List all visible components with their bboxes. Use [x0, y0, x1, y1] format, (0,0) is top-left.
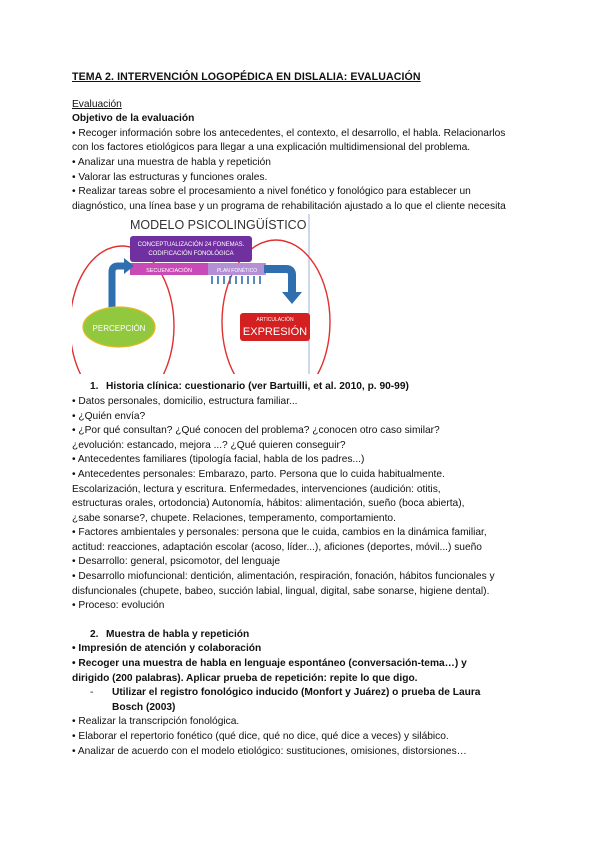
history-line: • Proceso: evolución — [72, 600, 165, 612]
section1-number: 1. — [90, 381, 99, 393]
section2-number: 2. — [90, 628, 99, 640]
section1-title: Historia clínica: cuestionario (ver Bartuilli, et al. 2010, p. 90-99) — [106, 381, 409, 393]
speech-sample-line: • Impresión de atención y colaboración — [72, 643, 262, 655]
speech-sample-line: • Elaborar el repertorio fonético (qué dice, qué no dice, qué dice a veces) y silábico. — [72, 731, 449, 742]
objective-line: diagnóstico, una línea base y un programa de rehabilitación ajustado a lo que el cliente necesita — [72, 200, 506, 212]
objective-line: • Recoger información sobre los antecedentes, el contexto, el desarrollo, el habla. Relacionarlos — [72, 127, 506, 139]
history-line: ¿sabe sonarse?, chupete. Relaciones, temperamento, comportamiento. — [72, 512, 396, 524]
plan-ticks — [212, 276, 260, 284]
history-line: • Factores ambientales y personales: persona que le cuida, cambios en la dinámica familiar, — [72, 527, 487, 539]
history-line: disfuncionales (chupete, babeo, succión labial, lingual, digital, sabe sonarse, higiene dental). — [72, 585, 490, 597]
document-title: TEMA 2. INTERVENCIÓN LOGOPÉDICA EN DISLALIA: EVALUACIÓN — [72, 71, 421, 83]
conceptualization-line2: CODIFICACIÓN FONOLÓGICA — [148, 251, 234, 258]
sequencing-label: SECUENCIACIÓN — [146, 268, 192, 275]
section-label-evaluacion: Evaluación — [72, 98, 122, 110]
section2-list — [72, 642, 542, 759]
conceptualization-line1: CONCEPTUALIZACIÓN 24 FONEMAS. — [137, 242, 245, 249]
history-line: • ¿Quién envía? — [72, 410, 146, 422]
objective-heading: Objetivo de la evaluación — [72, 113, 195, 125]
dash-item — [72, 686, 542, 701]
history-line: actitud: reacciones, adaptación escolar (acoso, líder...), aficiones (deportes, móvil...) sueño — [72, 541, 482, 553]
psycholinguistic-model-diagram — [72, 214, 332, 374]
history-line: • Desarrollo: general, psicomotor, del lenguaje — [72, 556, 280, 568]
dash-line2: Bosch (2003) — [112, 701, 176, 713]
history-line: ¿evolución: estancado, mejora ...? ¿Qué quieren conseguir? — [72, 439, 346, 451]
history-line: • Desarrollo miofuncional: dentición, alimentación, respiración, fonación, hábitos funcionales y — [72, 571, 495, 583]
dash-marker: - — [90, 687, 94, 699]
objective-list — [72, 127, 542, 215]
dash-line1: Utilizar el registro fonológico inducido (Monfort y Juárez) o prueba de Laura — [112, 687, 481, 699]
objective-line: • Valorar las estructuras y funciones orales. — [72, 171, 268, 183]
history-line: Escolarización, lectura y escritura. Enfermedades, intervenciones (audición: otitis, — [72, 483, 441, 495]
phonetic-plan-label: PLAN FONÉTICO — [216, 268, 258, 275]
objective-line: • Analizar una muestra de habla y repetición — [72, 156, 271, 168]
plan-arrow-head — [282, 292, 302, 304]
diagram-title: MODELO PSICOLINGÜÍSTICO — [130, 218, 307, 233]
section1-heading — [72, 380, 542, 395]
section1-list — [72, 395, 542, 614]
perception-up-arrow — [112, 266, 124, 312]
perception-label: PERCEPCIÓN — [92, 324, 146, 334]
articulation-label: ARTICULACIÓN — [256, 317, 294, 324]
history-line: • ¿Por qué consultan? ¿Qué conocen del problema? ¿conocen otro caso similar? — [72, 425, 440, 437]
history-line: • Antecedentes familiares (tipología facial, habla de los padres...) — [72, 454, 365, 466]
objective-line: • Realizar tareas sobre el procesamiento a nivel fonético y fonológico para establecer un — [72, 186, 471, 198]
speech-sample-line: dirigido (200 palabras). Aplicar prueba de repetición: repite lo que digo. — [72, 672, 418, 684]
plan-down-arrow — [264, 269, 292, 292]
objective-line: con los factores etiológicos para llegar a una explicación multidimensional del problema. — [72, 142, 471, 154]
history-line: • Datos personales, domicilio, estructura familiar... — [72, 395, 298, 407]
section2-heading — [72, 628, 542, 643]
history-line: estructuras orales, ortodoncia) Autonomía, hábitos: alimentación, sueño (boca abierta), — [72, 498, 465, 510]
speech-sample-line: • Analizar de acuerdo con el modelo etiológico: sustituciones, omisiones, distorsiones… — [72, 745, 467, 757]
expression-label: EXPRESIÓN — [242, 326, 308, 339]
document-page — [72, 70, 542, 759]
section2-title: Muestra de habla y repetición — [106, 628, 250, 640]
spacer — [72, 614, 542, 628]
diagram-svg — [72, 214, 332, 374]
conceptualization-box — [130, 236, 252, 262]
history-line: • Antecedentes personales: Embarazo, parto. Persona que lo cuida habitualmente. — [72, 468, 445, 480]
speech-sample-line: • Realizar la transcripción fonológica. — [72, 716, 240, 728]
speech-sample-line: • Recoger una muestra de habla en lenguaje espontáneo (conversación-tema…) y — [72, 658, 467, 670]
